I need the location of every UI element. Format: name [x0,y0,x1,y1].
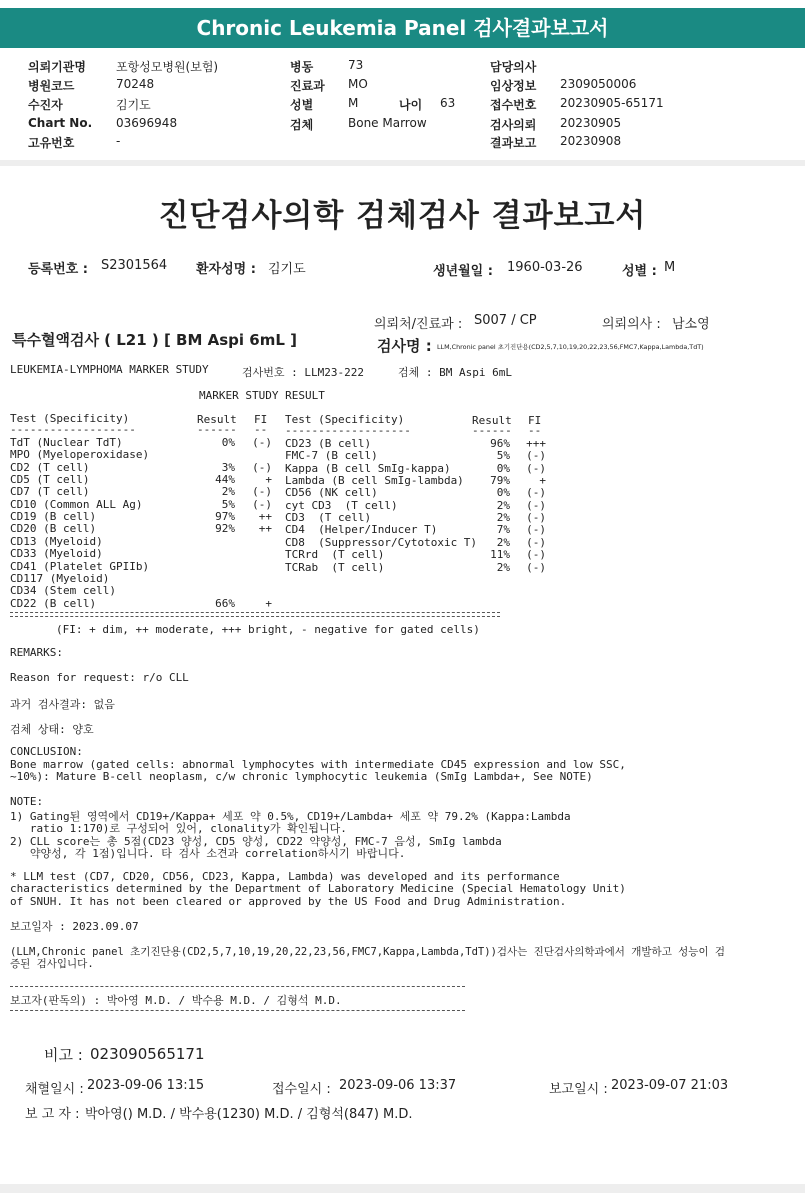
reporter-divider [10,986,465,987]
marker-fi: +++ [526,437,546,450]
sex-label: 성별 : [622,264,657,279]
study-left-header: LEUKEMIA-LYMPHOMA MARKER STUDY [10,363,209,376]
marker-fi: (-) [526,523,546,537]
marker-result: 2% [496,498,510,512]
dev-statement: (LLM,Chronic panel 초기진단용(CD2,5,7,10,19,20,22,23,56,FMC7,Kappa,Lambda,TdT))검사는 진단검사의학과에서 개발하고 성능이 검 [10,946,726,958]
marker-result: 96% [490,437,510,450]
marker-test-name: TCRrd (T cell) [285,548,385,562]
marker-test-name: CD23 (B cell) [285,437,372,450]
header-value: 포항성모병원(보험) [116,60,219,74]
note-code-value: 023090565171 [90,1045,205,1063]
header-value: M [348,96,359,110]
col-test-right: Test (Specificity) [285,413,405,426]
doctor-label: 의뢰의사 : [602,317,661,332]
marker-test-name: CD19 (B cell) [10,510,97,524]
dept-label: 의뢰처/진료과 : [374,317,463,332]
marker-fi: + [265,596,272,610]
marker-fi: (-) [526,548,546,562]
reporters-line: 보고자(판독의) : 박아영 M.D. / 박수용 M.D. / 김형석 M.D. [10,994,342,1007]
marker-fi: ++ [258,522,272,536]
sex-value: M [664,260,676,275]
receive-time: 2023-09-06 13:37 [339,1078,457,1093]
marker-test-name: CD56 (NK cell) [285,486,378,500]
marker-fi: (-) [526,498,546,512]
llm-disclaimer: characteristics determined by the Department of Laboratory Medicine (Special Hematology Unit) [10,882,626,895]
marker-result: 44% [215,473,235,487]
col-underline-fi-right: -- [528,424,542,437]
note-line: ratio 1:170)로 구성되어 있어, clonality가 확인됩니다. [10,822,347,835]
col-result-left: Result [197,413,237,426]
test-title: 특수혈액검사 ( L21 ) [ BM Aspi 6mL ] [12,331,297,349]
reg-label: 등록번호 : [28,262,88,277]
report-title: 진단검사의학 검체검사 결과보고서 [158,198,647,234]
marker-test-name: CD34 (Stem cell) [10,584,116,598]
dob-value: 1960-03-26 [507,260,583,275]
col-underline-result-right: ------ [472,424,512,437]
age-label: 나이 [399,98,423,112]
marker-result: 2% [496,560,510,574]
marker-result: 2% [221,485,235,499]
col-underline-left: ------------------- [10,423,136,436]
marker-result: 97% [215,510,235,524]
llm-disclaimer: of SNUH. It has not been cleared or approved by the US Food and Drug Administration. [10,895,567,908]
age-value: 63 [440,96,456,110]
marker-fi: (-) [252,485,272,499]
test-name-value: LLM,Chronic panel 초기진단용(CD2,5,7,10,19,20,22,23,56,FMC7,Kappa,Lambda,TdT) [437,343,704,351]
header-label: 성별 [290,98,314,112]
marker-result: 3% [221,460,235,474]
header-label: 접수번호 [490,98,537,112]
marker-test-name: CD117 (Myeloid) [10,571,110,585]
col-underline-result-left: ------ [197,423,237,436]
marker-fi: (-) [252,460,272,474]
reason-request: Reason for request: r/o CLL [10,671,189,684]
marker-test-name: CD7 (T cell) [10,485,90,499]
marker-test-name: cyt CD3 (T cell) [285,498,398,512]
table-divider [10,612,500,613]
note-label: NOTE: [10,795,44,808]
header-value: 20230905-65171 [560,96,664,110]
patient-name: 김기도 [268,262,306,277]
note-code-label: 비고 : [44,1046,83,1064]
marker-test-name: CD4 (Helper/Inducer T) [285,523,438,537]
marker-test-name: TCRab (T cell) [285,560,385,574]
marker-test-name: CD2 (T cell) [10,460,90,474]
header-label: 고유번호 [28,136,75,150]
marker-test-name: FMC-7 (B cell) [285,449,378,463]
receive-label: 접수일시 : [272,1082,331,1097]
conclusion-line: ~10%): Mature B-cell neoplasm, c/w chronic lymphocytic leukemia (SmIg Lambda+, See NOTE) [10,770,593,783]
collect-label: 채혈일시 : [25,1082,84,1097]
note-line: 1) Gating된 영역에서 CD19+/Kappa+ 세포 약 0.5%, CD19+/Lambda+ 세포 약 79.2% (Kappa:Lambda [10,810,571,823]
table-divider [10,616,500,617]
marker-result: 92% [215,522,235,536]
marker-test-name: CD41 (Platelet GPIIb) [10,559,150,573]
conclusion-label: CONCLUSION: [10,745,83,758]
marker-result: 7% [496,523,510,537]
marker-result: 5% [496,449,510,463]
bottom-divider [0,1184,805,1193]
header-value: - [116,134,121,148]
header-label: 결과보고 [490,136,537,150]
marker-result-title: MARKER STUDY RESULT [199,389,325,402]
header-label: 진료과 [290,79,325,93]
marker-fi: (-) [526,511,546,525]
marker-test-name: CD20 (B cell) [10,522,97,536]
header-value: 73 [348,58,364,72]
marker-fi: (-) [526,449,546,463]
marker-test-name: CD22 (B cell) [10,596,97,610]
marker-test-name: CD33 (Myeloid) [10,547,103,561]
specimen-info: 검체 : BM Aspi 6mL [398,366,512,379]
remarks-label: REMARKS: [10,646,63,659]
reporter-divider [10,1010,465,1011]
header-label: 의뢰기관명 [28,60,86,74]
col-result-right: Result [472,414,512,427]
header-label: 검사의뢰 [490,118,537,132]
header-value: 2309050006 [560,77,637,91]
patient-name-label: 환자성명 : [196,262,256,277]
header-value: 김기도 [116,98,151,112]
conclusion-line: Bone marrow (gated cells: abnormal lymphocytes with intermediate CD45 expression and low SSC, [10,758,626,771]
marker-result: 79% [490,474,510,488]
dob-label: 생년월일 : [433,264,493,279]
col-fi-right: FI [528,414,542,427]
marker-test-name: Lambda (B cell SmIg-lambda) [285,474,464,488]
header-label: 병원코드 [28,79,75,93]
report-banner-title: Chronic Leukemia Panel 검사결과보고서 [0,8,805,48]
marker-result: 0% [496,461,510,475]
header-value: 20230908 [560,134,622,148]
header-label: 수진자 [28,98,63,112]
marker-fi: ++ [258,510,272,524]
header-label: 담당의사 [490,60,537,74]
doctor-value: 남소영 [672,317,710,332]
header-value: MO [348,77,368,91]
marker-fi: + [265,473,272,487]
header-value: 20230905 [560,116,622,130]
col-underline-fi-left: -- [254,423,268,436]
marker-result: 0% [221,436,235,449]
header-value: Bone Marrow [348,116,427,130]
marker-test-name: CD3 (T cell) [285,511,372,525]
reporter-names: 박아영() M.D. / 박수용(1230) M.D. / 김형석(847) M.D. [85,1107,413,1122]
marker-result: 2% [496,511,510,525]
collect-time: 2023-09-06 13:15 [87,1078,205,1093]
marker-test-name: TdT (Nuclear TdT) [10,436,123,449]
header-value: 03696948 [116,116,178,130]
marker-fi: + [539,474,546,488]
marker-test-name: CD5 (T cell) [10,473,90,487]
marker-test-name: CD8 (Suppressor/Cytotoxic T) [285,535,478,549]
marker-test-name: CD13 (Myeloid) [10,534,103,548]
exam-number: 검사번호 : LLM23-222 [242,366,364,379]
header-value: 70248 [116,77,155,91]
note-line: 2) CLL score는 총 5점(CD23 양성, CD5 양성, CD22 약양성, FMC-7 음성, SmIg lambda [10,835,502,848]
test-name-label: 검사명 : [377,337,432,355]
marker-test-name: MPO (Myeloperoxidase) [10,448,150,462]
past-result: 과거 검사결과: 없음 [10,698,115,711]
report-time: 2023-09-07 21:03 [611,1078,729,1093]
reporter-label: 보 고 자 : [25,1107,80,1122]
header-label: 검체 [290,118,314,132]
col-underline-right: ------------------- [285,424,411,437]
llm-disclaimer: * LLM test (CD7, CD20, CD56, CD23, Kappa, Lambda) was developed and its performance [10,870,560,883]
marker-fi: (-) [526,560,546,574]
section-divider [0,160,805,166]
report-time-label: 보고일시 : [549,1082,608,1097]
dept-value: S007 / CP [474,313,537,328]
report-date: 보고일자 : 2023.09.07 [10,920,139,933]
marker-result: 11% [490,548,510,562]
marker-result: 66% [215,596,235,610]
header-label: 임상정보 [490,79,537,93]
col-test-left: Test (Specificity) [10,412,130,425]
fi-legend: (FI: + dim, ++ moderate, +++ bright, - negative for gated cells) [56,623,480,636]
header-label: 병동 [290,60,314,74]
marker-result: 5% [221,497,235,511]
specimen-state: 검체 상태: 양호 [10,723,94,736]
marker-test-name: Kappa (B cell SmIg-kappa) [285,461,451,475]
marker-result: 2% [496,535,510,549]
dev-statement: 증된 검사입니다. [10,958,94,970]
marker-fi: (-) [252,497,272,511]
marker-fi: (-) [252,436,272,449]
marker-fi: (-) [526,486,546,500]
col-fi-left: FI [254,413,268,426]
reg-number: S2301564 [101,258,168,273]
marker-fi: (-) [526,461,546,475]
marker-test-name: CD10 (Common ALL Ag) [10,497,143,511]
marker-result: 0% [496,486,510,500]
note-line: 약양성, 각 1점)입니다. 타 검사 소견과 correlation하시기 바랍니다. [10,847,406,860]
header-label: Chart No. [28,116,93,130]
marker-fi: (-) [526,535,546,549]
